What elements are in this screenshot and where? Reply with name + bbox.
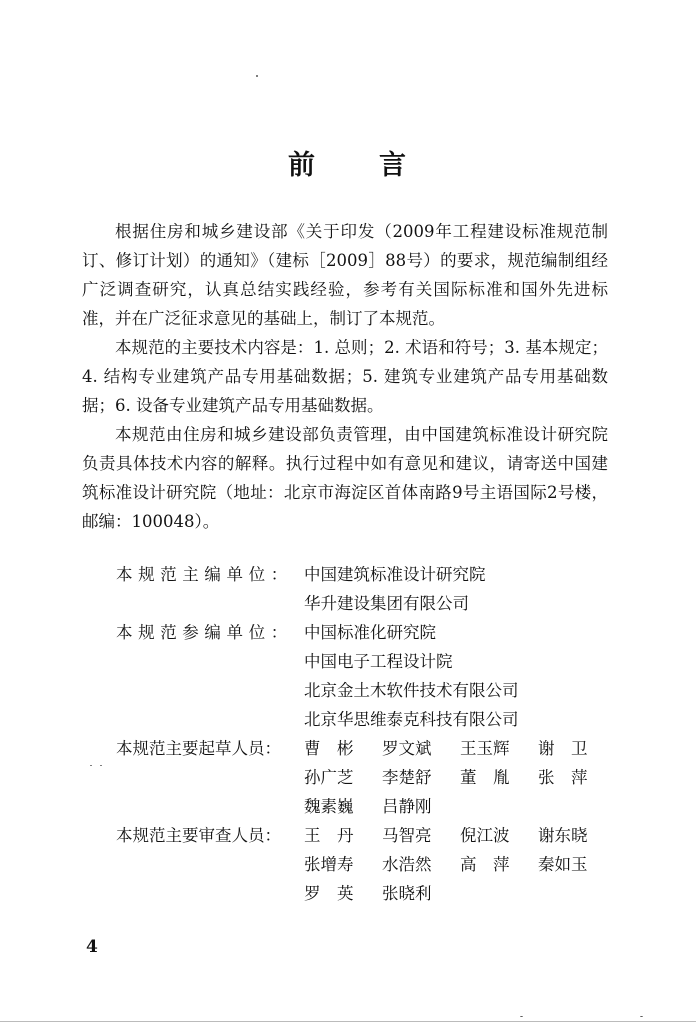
preface-body [82, 217, 608, 536]
reviewer-names [304, 821, 616, 850]
participant-org: 北京金土木软件技术有限公司 [304, 681, 519, 700]
drafters-row [82, 792, 622, 821]
participant-org: 中国标准化研究院 [304, 623, 436, 642]
drafters-row [82, 734, 622, 763]
person-name: 秦如玉 [538, 855, 588, 874]
role-label-text: 本规范主要起草人员： [116, 739, 281, 758]
reviewers-row [82, 879, 622, 908]
person-name: 王玉辉 [460, 739, 510, 758]
title-part-2: 言 [379, 150, 408, 181]
drafter-names [304, 734, 616, 763]
reviewers-row [82, 821, 622, 850]
reviewer-names [304, 850, 616, 879]
participant-row [82, 618, 622, 647]
role-label-text: 本规范主要审查人员： [116, 826, 281, 845]
page-title [0, 143, 696, 182]
scan-speck [90, 765, 92, 766]
chief-editor-label [82, 560, 304, 589]
person-name: 李楚舒 [382, 768, 432, 787]
page-number: 4 [86, 937, 98, 957]
person-name: 董 胤 [460, 768, 510, 787]
participant-row [82, 647, 622, 676]
participant-row [82, 676, 622, 705]
scan-edge-line [0, 1021, 696, 1022]
paragraph-3: 本规范由住房和城乡建设部负责管理，由中国建筑标准设计研究院负责具体技术内容的解释。执行过程中如有意见和建议，请寄送中国建筑标准设计研究院（地址：北京市海淀区首体南路9号主语国际2号楼，邮编：100048）。 [82, 425, 608, 531]
person-name: 孙广芝 [304, 768, 354, 787]
reviewers-row [82, 850, 622, 879]
person-name: 张 萍 [538, 768, 588, 787]
chief-editor-org: 中国建筑标准设计研究院 [304, 565, 486, 584]
scan-speck [100, 765, 102, 766]
drafters-label [82, 734, 304, 763]
drafters-row [82, 763, 622, 792]
person-name: 谢 卫 [538, 739, 588, 758]
person-name: 曹 彬 [304, 739, 354, 758]
scan-speck [520, 1016, 523, 1017]
role-label-text: 本规范参编单位： [116, 623, 293, 642]
participant-label [82, 618, 304, 647]
person-name: 吕静刚 [382, 797, 432, 816]
drafter-names [304, 763, 616, 792]
participant-org: 北京华思维泰克科技有限公司 [304, 710, 519, 729]
chief-editor-row [82, 560, 622, 589]
person-name: 魏素巍 [304, 797, 354, 816]
reviewers-label [82, 821, 304, 850]
person-name: 马智亮 [382, 826, 432, 845]
person-name: 罗文斌 [382, 739, 432, 758]
person-name: 罗 英 [304, 884, 354, 903]
participant-org: 中国电子工程设计院 [304, 652, 453, 671]
scan-speck [640, 1016, 643, 1017]
person-name: 水浩然 [382, 855, 432, 874]
chief-editor-org: 华升建设集团有限公司 [304, 594, 469, 613]
role-label-text: 本规范主编单位： [116, 565, 293, 584]
reviewer-names [304, 879, 460, 908]
scan-speck [256, 75, 258, 77]
chief-editor-row [82, 589, 622, 618]
person-name: 谢东晓 [538, 826, 588, 845]
person-name: 倪江波 [460, 826, 510, 845]
person-name: 张增寿 [304, 855, 354, 874]
person-name: 张晓利 [382, 884, 432, 903]
credits-block [82, 560, 622, 908]
paragraph-1: 根据住房和城乡建设部《关于印发（2009年工程建设标准规范制订、修订计划）的通知》（建标［2009］88号）的要求，规范编制组经广泛调查研究，认真总结实践经验，参考有关国际标准和国外先进标准，并在广泛征求意见的基础上，制订了本规范。 [82, 222, 608, 328]
title-part-1: 前 [288, 150, 317, 181]
participant-row [82, 705, 622, 734]
person-name: 高 萍 [460, 855, 510, 874]
drafter-names [304, 792, 460, 821]
person-name: 王 丹 [304, 826, 354, 845]
paragraph-2: 本规范的主要技术内容是：1. 总则；2. 术语和符号；3. 基本规定；4. 结构专业建筑产品专用基础数据；5. 建筑专业建筑产品专用基础数据；6. 设备专业建筑产品专用基础数据。 [82, 338, 608, 415]
